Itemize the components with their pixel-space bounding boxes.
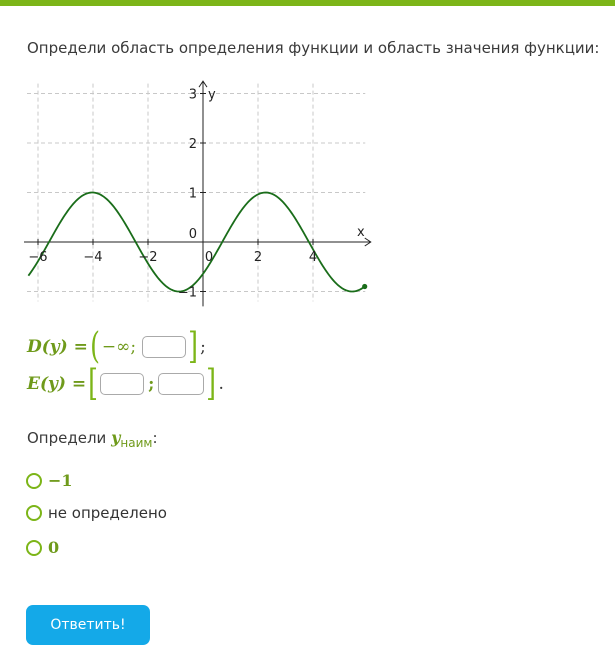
range-max-input[interactable]: [158, 373, 204, 395]
domain-end: ;: [200, 337, 206, 357]
graph-axes: [24, 81, 371, 306]
domain-right-bracket: ]: [188, 326, 199, 367]
sub-question: [27, 428, 158, 450]
x-tick-label: −2: [138, 250, 158, 265]
domain-right-input[interactable]: [142, 336, 186, 358]
top-accent-bar: [0, 0, 615, 6]
x-axis-label: x: [357, 225, 365, 240]
option-label: 0: [48, 538, 60, 557]
y-tick-label: 3: [188, 87, 197, 103]
range-end: .: [218, 374, 224, 394]
option-zero[interactable]: [26, 538, 59, 557]
domain-left-bracket: (: [89, 326, 100, 367]
y-tick-label: 1: [188, 186, 197, 202]
y-symbol: y: [111, 428, 121, 447]
x-tick-label: 4: [308, 250, 318, 265]
range-expression: [27, 363, 224, 404]
x-tick-label: −4: [83, 250, 103, 265]
x-tick-label: 0: [204, 250, 214, 265]
question-text: Определи область определения функции и область значения функции:: [27, 39, 600, 57]
radio-button[interactable]: [26, 505, 42, 521]
radio-button[interactable]: [26, 540, 42, 556]
domain-expression: [27, 326, 206, 367]
function-graph: [24, 80, 384, 310]
y-tick-label: 2: [188, 137, 197, 152]
option-undefined[interactable]: [26, 504, 167, 522]
domain-left-value: −∞;: [101, 337, 137, 357]
option-label: −1: [48, 471, 73, 490]
submit-button[interactable]: Ответить!: [26, 605, 150, 645]
range-left-bracket: [: [88, 363, 99, 404]
radio-button[interactable]: [26, 473, 42, 489]
y-tick-label: 0: [188, 227, 197, 242]
option-minus-one[interactable]: [26, 471, 73, 490]
range-lhs: E(y) =: [27, 374, 87, 394]
range-right-bracket: ]: [206, 363, 217, 404]
curve-endpoint: [362, 284, 367, 289]
x-tick-label: −6: [28, 250, 48, 265]
x-tick-label: 2: [253, 250, 263, 265]
y-axis-label: y: [208, 87, 216, 103]
domain-lhs: D(y) =: [27, 337, 88, 357]
range-min-input[interactable]: [100, 373, 144, 395]
y-subscript: наим: [120, 436, 153, 450]
sub-question-prefix: Определи: [27, 429, 112, 447]
y-tick-label: −1: [177, 285, 197, 301]
option-label: не определено: [48, 504, 167, 522]
sub-question-suffix: :: [152, 429, 158, 447]
range-separator: ;: [148, 374, 155, 394]
